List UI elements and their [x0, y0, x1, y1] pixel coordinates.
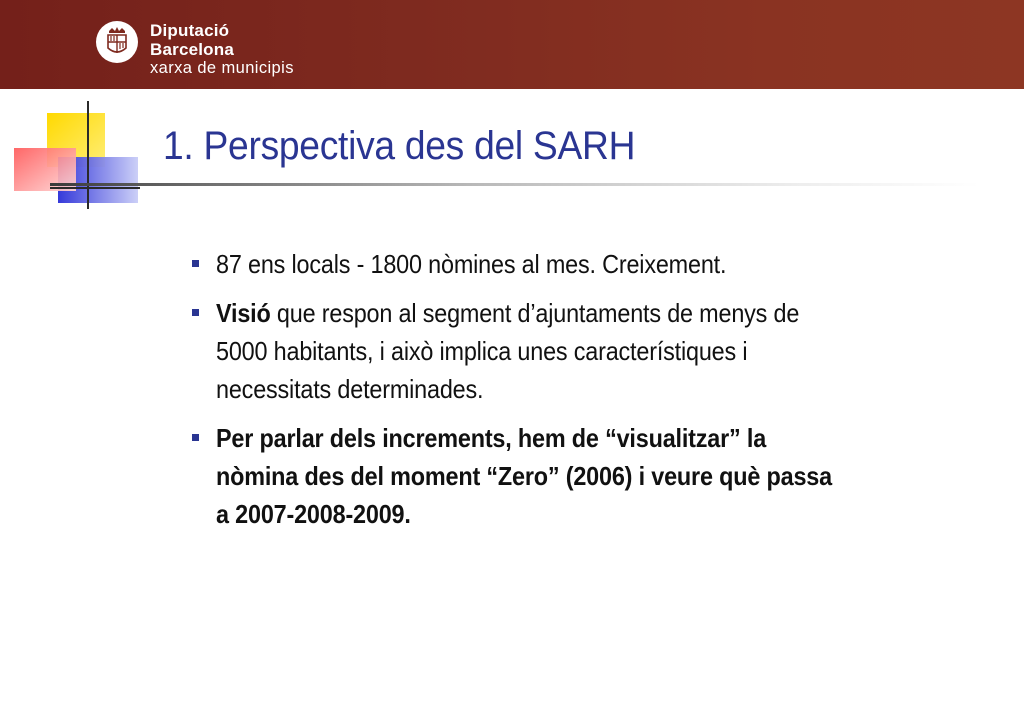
- bullet-text: 87 ens locals - 1800 nòmines al mes. Creixement.: [216, 249, 727, 279]
- bullet-square-icon: [192, 260, 199, 267]
- title-divider: [50, 183, 980, 186]
- logo-wordmark: [150, 21, 294, 78]
- bullet-text: Visió que respon al segment d’ajuntaments de menys de 5000 habitants, i això implica unes característiques i necessitats determinades.: [216, 298, 800, 404]
- logo-line-xarxa: xarxa de municipis: [150, 59, 294, 77]
- logo-line-barcelona: Barcelona: [150, 40, 235, 59]
- header-bar: [0, 0, 1024, 89]
- bullet-square-icon: [192, 309, 199, 316]
- slide-title: 1. Perspectiva des del SARH: [163, 124, 636, 168]
- bullet-item: [192, 294, 832, 408]
- bullet-item: [192, 419, 832, 533]
- bullet-list: [192, 245, 832, 544]
- bullet-square-icon: [192, 434, 199, 441]
- decorative-squares: [0, 95, 160, 215]
- bullet-lead-bold: Visió: [216, 298, 271, 328]
- diputacio-emblem-icon: [95, 20, 139, 64]
- logo-line-diputacio: Diputació: [150, 21, 230, 40]
- bullet-text: Per parlar dels increments, hem de “visualitzar” la nòmina des del moment “Zero” (2006) i veure què passa a 2007-2008-2009.: [216, 423, 832, 529]
- bullet-item: [192, 245, 832, 283]
